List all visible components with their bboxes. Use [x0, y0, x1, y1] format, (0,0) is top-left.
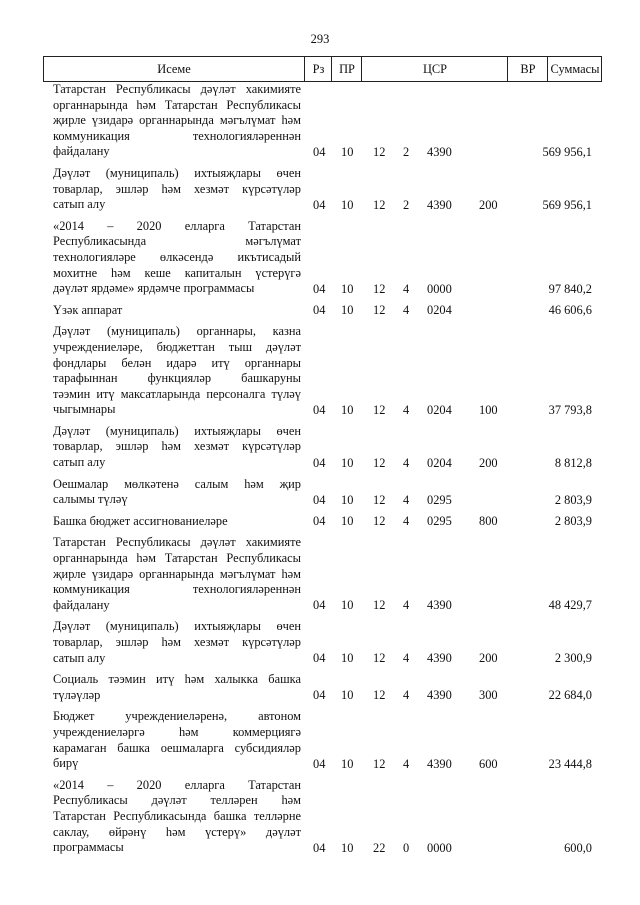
cell-csr-2: 2 — [403, 144, 410, 159]
cell-csr-2: 4 — [403, 455, 410, 470]
cell-sum: 2 803,9 — [554, 514, 592, 529]
header-csr: ЦСР — [361, 57, 508, 81]
row-name-line: Үзәк аппарат — [53, 302, 123, 317]
cell-rz: 04 — [313, 281, 326, 296]
row-name-line: коммуникация технологияләреннән — [53, 128, 301, 143]
cell-vr: 200 — [479, 651, 498, 666]
cell-csr-3: 4390 — [427, 651, 452, 666]
table-header — [43, 56, 602, 82]
cell-csr-1: 12 — [373, 281, 386, 296]
cell-rz: 04 — [313, 514, 326, 529]
cell-vr: 300 — [479, 688, 498, 703]
row-name-line: Дәүләт (муниципаль) органнары, казна — [53, 324, 301, 339]
row-name-line: түләүләр — [53, 687, 101, 702]
cell-pr: 10 — [341, 281, 354, 296]
row-name-line: Дәүләт (муниципаль) ихтыяҗлары өчен — [53, 423, 301, 438]
cell-csr-1: 12 — [373, 598, 386, 613]
row-name-line: Татарстан Республикасы дәүләт хакимияте — [53, 82, 301, 96]
cell-rz: 04 — [313, 197, 326, 212]
cell-vr: 100 — [479, 402, 498, 417]
cell-rz: 04 — [313, 598, 326, 613]
cell-pr: 10 — [341, 197, 354, 212]
cell-csr-1: 12 — [373, 197, 386, 212]
cell-pr: 10 — [341, 455, 354, 470]
row-codes — [53, 687, 602, 703]
table-row — [53, 219, 602, 297]
row-codes — [53, 840, 602, 856]
table-row — [53, 709, 602, 771]
row-codes — [53, 402, 602, 418]
cell-sum: 46 606,6 — [548, 303, 592, 318]
header-name: Исеме — [157, 62, 191, 76]
row-name-line: тәэмин итү максатларында персоналга түләү — [53, 386, 301, 401]
cell-sum: 2 803,9 — [554, 492, 592, 507]
cell-sum: 2 300,9 — [554, 651, 592, 666]
cell-csr-2: 4 — [403, 303, 410, 318]
cell-rz: 04 — [313, 688, 326, 703]
table-row — [53, 303, 602, 319]
table-row — [53, 477, 602, 508]
cell-csr-1: 12 — [373, 651, 386, 666]
row-name-line: Республикасында мәгълүмат — [53, 234, 301, 249]
cell-csr-1: 12 — [373, 514, 386, 529]
cell-csr-1: 12 — [373, 688, 386, 703]
row-name-line: органнарында һәм Татарстан Республикасы — [53, 97, 301, 112]
cell-pr: 10 — [341, 514, 354, 529]
row-name-line: товарлар, эшләр һәм хезмәт күрсәтүләр — [53, 181, 301, 196]
row-name-line: Дәүләт (муниципаль) ихтыяҗлары өчен — [53, 619, 301, 634]
cell-csr-3: 4390 — [427, 688, 452, 703]
cell-csr-3: 0295 — [427, 514, 452, 529]
cell-sum: 569 956,1 — [542, 144, 592, 159]
cell-vr: 800 — [479, 514, 498, 529]
row-name-line: Татарстан Республикасында башка телләрне — [53, 808, 301, 823]
row-name-line: карамаган башка оешмаларга субсидияләр — [53, 740, 301, 755]
cell-csr-2: 4 — [403, 514, 410, 529]
cell-csr-3: 0204 — [427, 303, 452, 318]
cell-csr-1: 12 — [373, 492, 386, 507]
cell-csr-1: 12 — [373, 455, 386, 470]
row-name-line: органнарында һәм Татарстан Республикасы — [53, 551, 301, 566]
row-name-line: Дәүләт (муниципаль) ихтыяҗлары өчен — [53, 165, 301, 180]
header-pr: ПР — [331, 57, 362, 81]
row-name-line: чыгымнары — [53, 402, 116, 417]
cell-rz: 04 — [313, 756, 326, 771]
row-name-line: товарлар, эшләр һәм хезмәт күрсәтүләр — [53, 439, 301, 454]
row-name-line: бирү — [53, 756, 79, 771]
row-name-line: коммуникация технологияләреннән — [53, 582, 301, 597]
row-name-line: сатып алу — [53, 197, 106, 212]
row-name-line: җирле үзидарә органнарында мәгълүмат һәм — [53, 566, 301, 581]
table-row — [53, 82, 602, 160]
cell-rz: 04 — [313, 492, 326, 507]
table-row — [53, 166, 602, 213]
table-row — [53, 778, 602, 856]
row-name-line: файдалану — [53, 597, 110, 612]
cell-sum: 48 429,7 — [548, 598, 592, 613]
row-name-line: «2014 – 2020 елларга Татарстан — [53, 777, 301, 792]
row-name-line: салымы түләү — [53, 492, 128, 507]
row-name-line: Оешмалар мөлкәтенә салым һәм җир — [53, 476, 301, 491]
cell-sum: 569 956,1 — [542, 197, 592, 212]
row-name-line: Бюджет учреждениеләренә, автоном — [53, 709, 301, 724]
row-name-line: товарлар, эшләр һәм хезмәт күрсәтүләр — [53, 635, 301, 649]
cell-vr: 200 — [479, 197, 498, 212]
cell-csr-3: 0295 — [427, 492, 452, 507]
row-codes — [53, 756, 602, 772]
cell-sum: 37 793,8 — [548, 402, 592, 417]
cell-csr-3: 4390 — [427, 756, 452, 771]
cell-pr: 10 — [341, 492, 354, 507]
cell-pr: 10 — [341, 303, 354, 318]
cell-pr: 10 — [341, 402, 354, 417]
cell-csr-3: 0204 — [427, 402, 452, 417]
row-name-line: дәүләт ярдәме» ярдәмче программасы — [53, 281, 255, 296]
cell-csr-2: 4 — [403, 756, 410, 771]
row-name-line: мохитне һәм кеше капиталын үстерүгә — [53, 265, 301, 280]
table-row — [53, 424, 602, 471]
row-name-line: Республикасы дәүләт телләрен һәм — [53, 793, 301, 808]
row-codes — [53, 197, 602, 213]
cell-csr-1: 12 — [373, 756, 386, 771]
cell-pr: 10 — [341, 598, 354, 613]
cell-csr-2: 4 — [403, 281, 410, 296]
row-codes — [53, 650, 602, 666]
row-name-line: тарафыннан функцияләр башкаруны — [53, 371, 301, 386]
cell-csr-2: 4 — [403, 402, 410, 417]
cell-csr-1: 12 — [373, 144, 386, 159]
cell-csr-3: 0000 — [427, 840, 452, 855]
row-name-line: технологияләре өлкәсендә икътисадый — [53, 249, 301, 264]
cell-pr: 10 — [341, 144, 354, 159]
row-name-line: учреждениеләре, бюджеттан тыш дәүләт — [53, 339, 301, 354]
row-codes — [53, 302, 602, 318]
cell-csr-1: 22 — [373, 840, 386, 855]
table-row — [53, 672, 602, 703]
row-codes — [53, 513, 602, 529]
cell-rz: 04 — [313, 303, 326, 318]
table-row — [53, 535, 602, 613]
header-sum: Суммасы — [547, 57, 602, 81]
row-name-line: сатып алу — [53, 455, 106, 470]
table-row — [53, 324, 602, 418]
cell-csr-1: 12 — [373, 303, 386, 318]
cell-csr-1: 12 — [373, 402, 386, 417]
cell-pr: 10 — [341, 651, 354, 666]
cell-sum: 97 840,2 — [548, 281, 592, 296]
row-codes — [53, 144, 602, 160]
row-name-line: сатып алу — [53, 650, 106, 665]
row-name-line: саклау, өйрәнү һәм үстерү» дәүләт — [53, 824, 301, 839]
row-name-line: фондлары белән идарә итү органнары — [53, 355, 301, 370]
cell-csr-3: 4390 — [427, 598, 452, 613]
cell-csr-2: 4 — [403, 492, 410, 507]
cell-rz: 04 — [313, 455, 326, 470]
cell-csr-3: 0000 — [427, 281, 452, 296]
table-body — [53, 82, 602, 862]
row-codes — [53, 281, 602, 297]
row-name-line: Татарстан Республикасы дәүләт хакимияте — [53, 535, 301, 550]
row-name-line: җирле үзидарә органнарында мәгълүмат һәм — [53, 113, 301, 128]
header-vr: ВР — [507, 57, 548, 81]
cell-rz: 04 — [313, 144, 326, 159]
cell-vr: 600 — [479, 756, 498, 771]
row-name-line: «2014 – 2020 елларга Татарстан — [53, 218, 301, 233]
header-rz: Рз — [304, 57, 332, 81]
cell-rz: 04 — [313, 840, 326, 855]
row-name-line: Социаль тәэмин итү һәм халыкка башка — [53, 672, 301, 687]
row-name-line: Башка бюджет ассигнованиеләре — [53, 513, 228, 528]
cell-rz: 04 — [313, 651, 326, 666]
cell-sum: 22 684,0 — [548, 688, 592, 703]
row-name-line: программасы — [53, 840, 124, 855]
row-name-line: файдалану — [53, 144, 110, 159]
cell-sum: 8 812,8 — [554, 455, 592, 470]
cell-csr-2: 4 — [403, 688, 410, 703]
row-name-line: учреждениеләргә һәм коммерциягә — [53, 724, 301, 739]
table-row — [53, 514, 602, 530]
row-codes — [53, 492, 602, 508]
row-codes — [53, 597, 602, 613]
table-row — [53, 619, 602, 666]
cell-rz: 04 — [313, 402, 326, 417]
cell-pr: 10 — [341, 756, 354, 771]
row-codes — [53, 455, 602, 471]
cell-csr-3: 4390 — [427, 144, 452, 159]
cell-pr: 10 — [341, 840, 354, 855]
cell-csr-2: 0 — [403, 840, 410, 855]
cell-csr-2: 4 — [403, 598, 410, 613]
cell-csr-3: 4390 — [427, 197, 452, 212]
cell-csr-2: 4 — [403, 651, 410, 666]
cell-csr-3: 0204 — [427, 455, 452, 470]
cell-sum: 23 444,8 — [548, 756, 592, 771]
cell-csr-2: 2 — [403, 197, 410, 212]
cell-sum: 600,0 — [564, 840, 592, 855]
page-number: 293 — [310, 32, 330, 46]
cell-pr: 10 — [341, 688, 354, 703]
cell-vr: 200 — [479, 455, 498, 470]
